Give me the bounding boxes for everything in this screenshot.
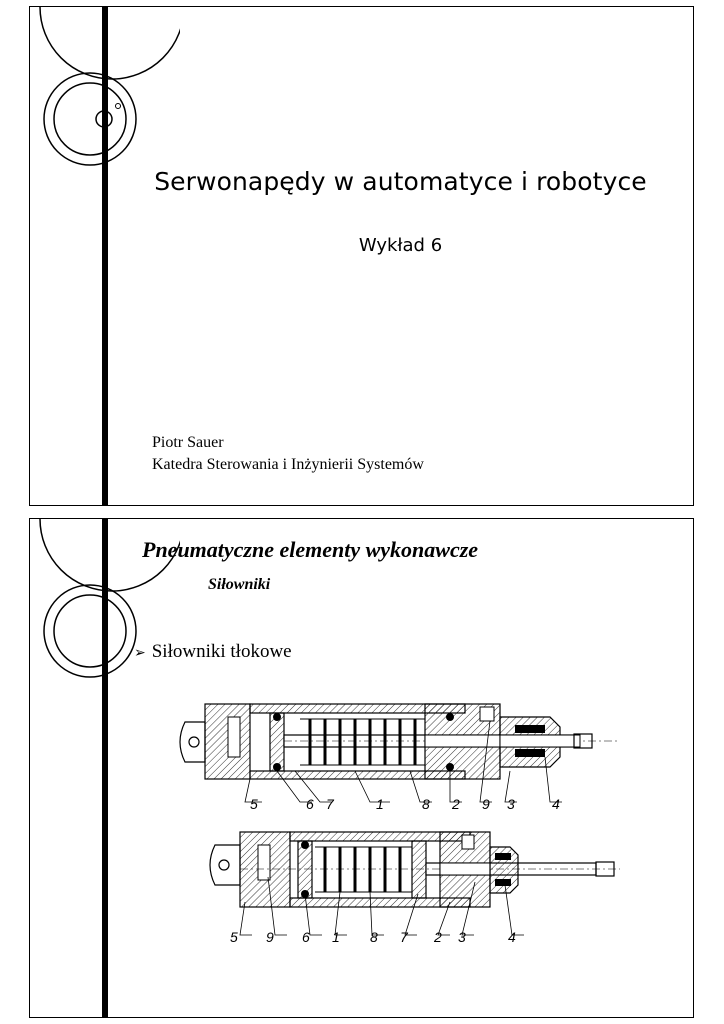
top-cylinder-section <box>180 704 620 802</box>
part-label: 9 <box>482 796 490 812</box>
slide-title: Pneumatyczne elementy wykonawcze <box>142 537 479 562</box>
part-label: 1 <box>376 796 384 812</box>
part-label: 5 <box>230 929 238 945</box>
part-label: 4 <box>552 796 560 812</box>
part-label: 1 <box>332 929 340 945</box>
top-cylinder-labels <box>250 796 560 812</box>
part-label: 4 <box>508 929 516 945</box>
part-label: 6 <box>306 796 314 812</box>
vertical-bar <box>102 7 108 505</box>
content-slide <box>29 518 694 1018</box>
part-label: 2 <box>434 929 442 945</box>
part-label: 3 <box>458 929 466 945</box>
slide-subtitle: Siłowniki <box>208 576 271 593</box>
author-department: Katedra Sterowania i Inżynierii Systemów <box>152 456 424 473</box>
author-block <box>152 432 424 476</box>
part-label: 5 <box>250 796 258 812</box>
part-label: 9 <box>266 929 274 945</box>
slide-title: Serwonapędy w automatyce i robotyce <box>154 167 647 196</box>
part-label: 6 <box>302 929 310 945</box>
part-label: 7 <box>400 929 408 945</box>
part-label: 3 <box>507 796 515 812</box>
bullet-item <box>134 641 292 663</box>
cylinder-technical-drawing <box>150 687 620 987</box>
arrow-bullet-icon: ➢ <box>134 645 146 661</box>
part-label: 2 <box>452 796 460 812</box>
author-name: Piotr Sauer <box>152 434 224 451</box>
vertical-bar <box>102 519 108 1017</box>
title-slide <box>29 6 694 506</box>
slide-subtitle: Wykład 6 <box>358 235 443 256</box>
part-label: 8 <box>370 929 378 945</box>
part-label: 7 <box>326 796 334 812</box>
part-label: 8 <box>422 796 430 812</box>
bottom-cylinder-labels <box>230 929 516 945</box>
bottom-cylinder-section <box>210 832 620 935</box>
bullet-text: Siłowniki tłokowe <box>151 641 292 662</box>
